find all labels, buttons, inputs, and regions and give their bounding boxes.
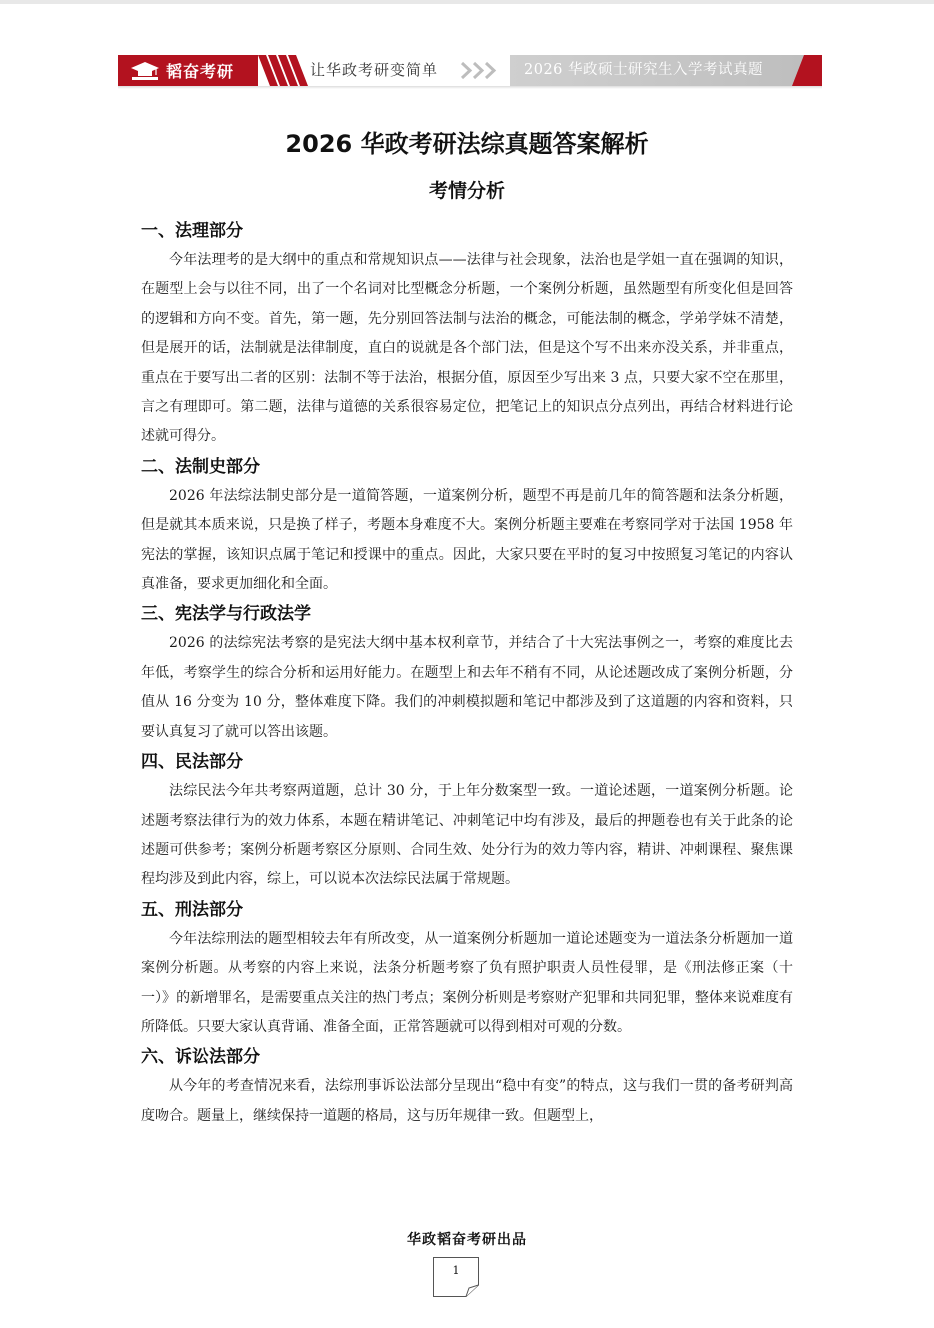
chevrons-right-icon	[458, 55, 500, 86]
section-heading: 一、法理部分	[141, 221, 243, 241]
section-procedural-law	[141, 1042, 793, 1131]
section-paragraph: 法综民法今年共考察两道题，总计 30 分，于上年分数案型一致。一道论述题，一道案例分析题。论述题考察法律行为的效力体系，本题在精讲笔记、冲刺笔记中均有涉及，最后的押题卷也有关于此条的论述题可供参考；案例分析题考察区分原则、合同生效、处分行为的效力等内容，精讲、冲刺课程、聚焦课程均涉及到此内容，综上，可以说本次法综民法属于常规题。	[141, 783, 793, 888]
brand-logo	[118, 55, 258, 86]
page-top-edge	[0, 0, 934, 4]
section-legal-history	[141, 452, 793, 600]
brand-slogan: 让华政考研变简单	[310, 61, 439, 79]
section-paragraph: 今年法综刑法的题型相较去年有所改变，从一道案例分析题加一道论述题变为一道法条分析题加一道案例分析题。从考察的内容上来说，法条分析题考察了负有照护职责人员性侵罪，是《刑法修正案（十一）》的新增罪名，是需要重点关注的热门考点；案例分析则是考察财产犯罪和共同犯罪，整体来说难度有所降低。只要大家认真背诵、准备全面，正常答题就可以得到相对可观的分数。	[141, 930, 793, 1035]
section-heading: 六、诉讼法部分	[141, 1047, 260, 1068]
section-civil-law	[141, 747, 793, 895]
section-paragraph: 从今年的考查情况来看，法综刑事诉讼法部分呈现出“稳中有变”的特点，这与我们一贯的备考研判高度吻合。题量上，继续保持一道题的格局，这与历年规律一致。但题型上，	[141, 1078, 793, 1124]
banner-doc-title-box	[510, 55, 822, 86]
header-banner	[118, 55, 822, 86]
page-number: 1	[452, 1264, 460, 1277]
document-body	[141, 216, 793, 1131]
page-subtitle: 考情分析	[428, 180, 505, 202]
brand-name: 韬奋考研	[166, 62, 235, 81]
banner-stripes-decoration	[258, 55, 308, 86]
section-constitutional-administrative	[141, 599, 793, 747]
page-number-frame-icon	[433, 1257, 479, 1297]
section-heading: 五、刑法部分	[141, 899, 243, 920]
section-heading: 四、民法部分	[141, 752, 243, 773]
graduation-cap-icon	[130, 60, 160, 82]
banner-shadow	[118, 86, 822, 89]
section-heading: 二、法制史部分	[141, 456, 260, 477]
section-heading: 三、宪法学与行政法学	[141, 604, 311, 625]
banner-doc-title: 2026 华政硕士研究生入学考试真题	[524, 62, 764, 78]
footer-publisher: 华政韬奋考研出品	[407, 1232, 527, 1248]
section-jurisprudence	[141, 216, 793, 452]
banner-red-accent	[792, 55, 822, 86]
section-paragraph: 2026 年法综法制史部分是一道简答题，一道案例分析，题型不再是前几年的简答题和法条分析题，但是就其本质来说，只是换了样子，考题本身难度不大。案例分析题主要难在考察同学对于法国 1958 年宪法的掌握，该知识点属于笔记和授课中的重点。因此，大家只要在平时的复习中按照复习笔记的内容认真准备，要求更加细化和全面。	[141, 487, 793, 593]
section-criminal-law	[141, 895, 793, 1043]
page-title: 2026 华政考研法综真题答案解析	[285, 130, 649, 158]
section-paragraph: 2026 的法综宪法考察的是宪法大纲中基本权利章节，并结合了十大宪法事例之一，考察的难度比去年低，考察学生的综合分析和运用好能力。在题型上和去年不稍有不同，从论述题改成了案例分析题，分值从 16 分变为 10 分，整体难度下降。我们的冲刺模拟题和笔记中都涉及到了这道题的内容和资料，只要认真复习了就可以答出该题。	[141, 635, 793, 740]
section-paragraph: 今年法理考的是大纲中的重点和常规知识点——法律与社会现象，法治也是学姐一直在强调的知识，在题型上会与以往不同，出了一个名词对比型概念分析题，一个案例分析题，虽然题型有所变化但是回答的逻辑和方向不变。首先，第一题，先分别回答法制与法治的概念，可能法制的概念，学弟学妹不清楚，但是展开的话，法制就是法律制度，直白的说就是各个部门法，但是这个写不出来亦没关系，并非重点，重点在于要写出二者的区别：法制不等于法治，根据分值，原因至少写出来 3 点，只要大家不空在那里，言之有理即可。第二题，法律与道德的关系很容易定位，把笔记上的知识点分点列出，再结合材料进行论述就可得分。	[141, 252, 793, 445]
